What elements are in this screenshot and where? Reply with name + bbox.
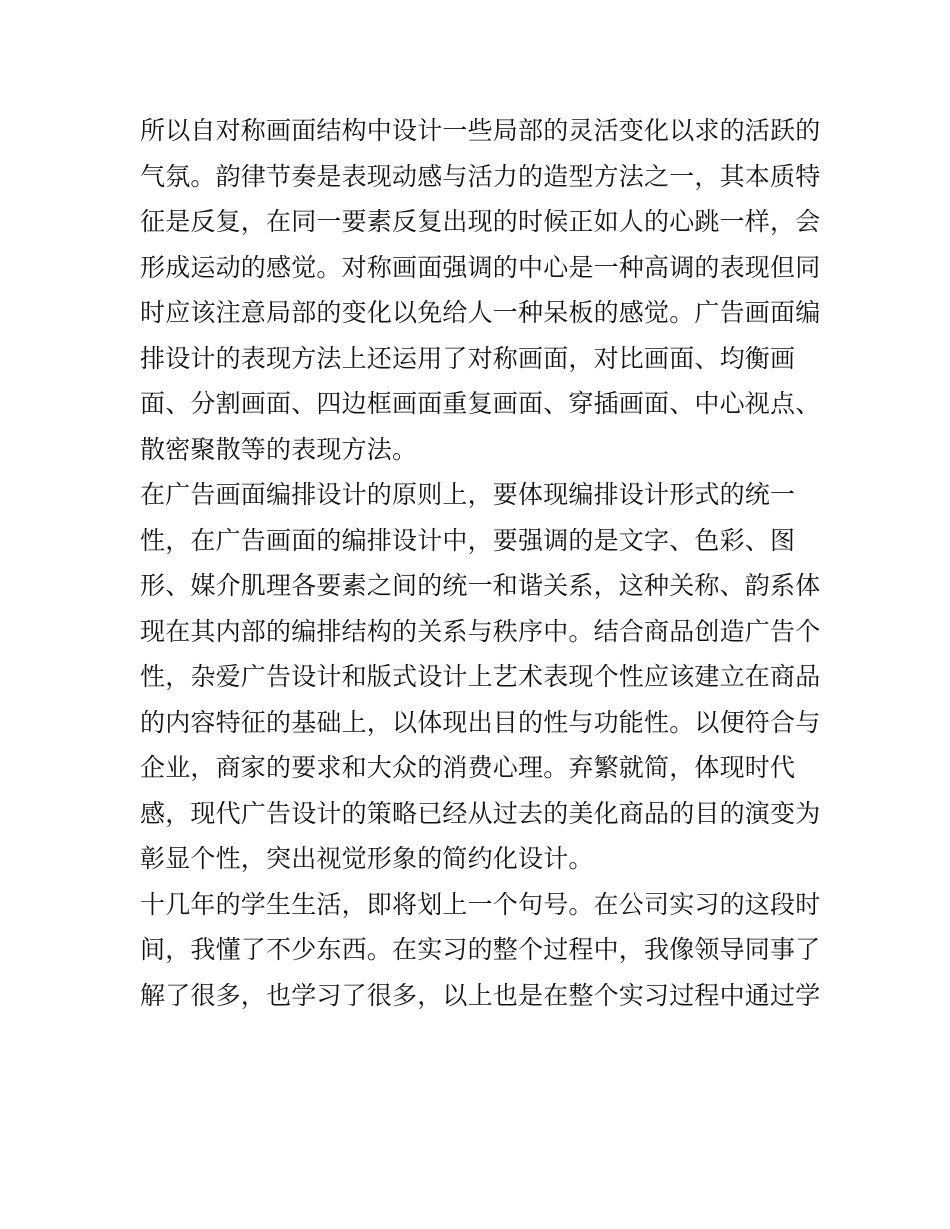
text-line: 间，我懂了不少东西。在实习的整个过程中，我像领导同事了 [140, 935, 820, 964]
text-line: 所以自对称画面结构中设计一些局部的灵活变化以求的活跃的 [140, 116, 820, 145]
text-line: 散密聚散等的表现方法。 [140, 434, 418, 464]
text-line: 时应该注意局部的变化以免给人一种呆板的感觉。广告画面编 [140, 298, 820, 327]
text-line: 性，杂爱广告设计和版式设计上艺术表现个性应该建立在商品 [140, 662, 820, 691]
text-line: 的内容特征的基础上，以体现出目的性与功能性。以便符合与 [140, 707, 820, 737]
text-line: 面、分割画面、四边框画面重复画面、穿插画面、中心视点、 [140, 389, 820, 418]
text-line: 征是反复，在同一要素反复出现的时候正如人的心跳一样，会 [140, 207, 820, 236]
text-line: 排设计的表现方法上还运用了对称画面，对比画面、均衡画 [140, 343, 796, 373]
text-line: 感，现代广告设计的策略已经从过去的美化商品的目的演变为 [140, 798, 820, 828]
text-line: 解了很多，也学习了很多，以上也是在整个实习过程中通过学 [140, 980, 820, 1010]
text-line: 彰显个性，突出视觉形象的简约化设计。 [140, 844, 594, 873]
text-line: 形成运动的感觉。对称画面强调的中心是一种高调的表现但同 [140, 252, 820, 282]
text-line: 气氛。韵律节奏是表现动感与活力的造型方法之一，其本质特 [140, 161, 820, 191]
body-text [140, 108, 820, 1018]
text-line: 在广告画面编排设计的原则上，要体现编排设计形式的统一 [140, 480, 796, 509]
text-line: 现在其内部的编排结构的关系与秩序中。结合商品创造广告个 [140, 616, 820, 646]
text-line: 企业，商家的要求和大众的消费心理。弃繁就简，体现时代 [140, 753, 796, 782]
text-line: 形、媒介肌理各要素之间的统一和谐关系，这种关称、韵系体 [140, 571, 820, 600]
text-line: 十几年的学生生活，即将划上一个句号。在公司实习的这段时 [140, 889, 820, 919]
text-line: 性，在广告画面的编排设计中，要强调的是文字、色彩、图 [140, 525, 796, 555]
